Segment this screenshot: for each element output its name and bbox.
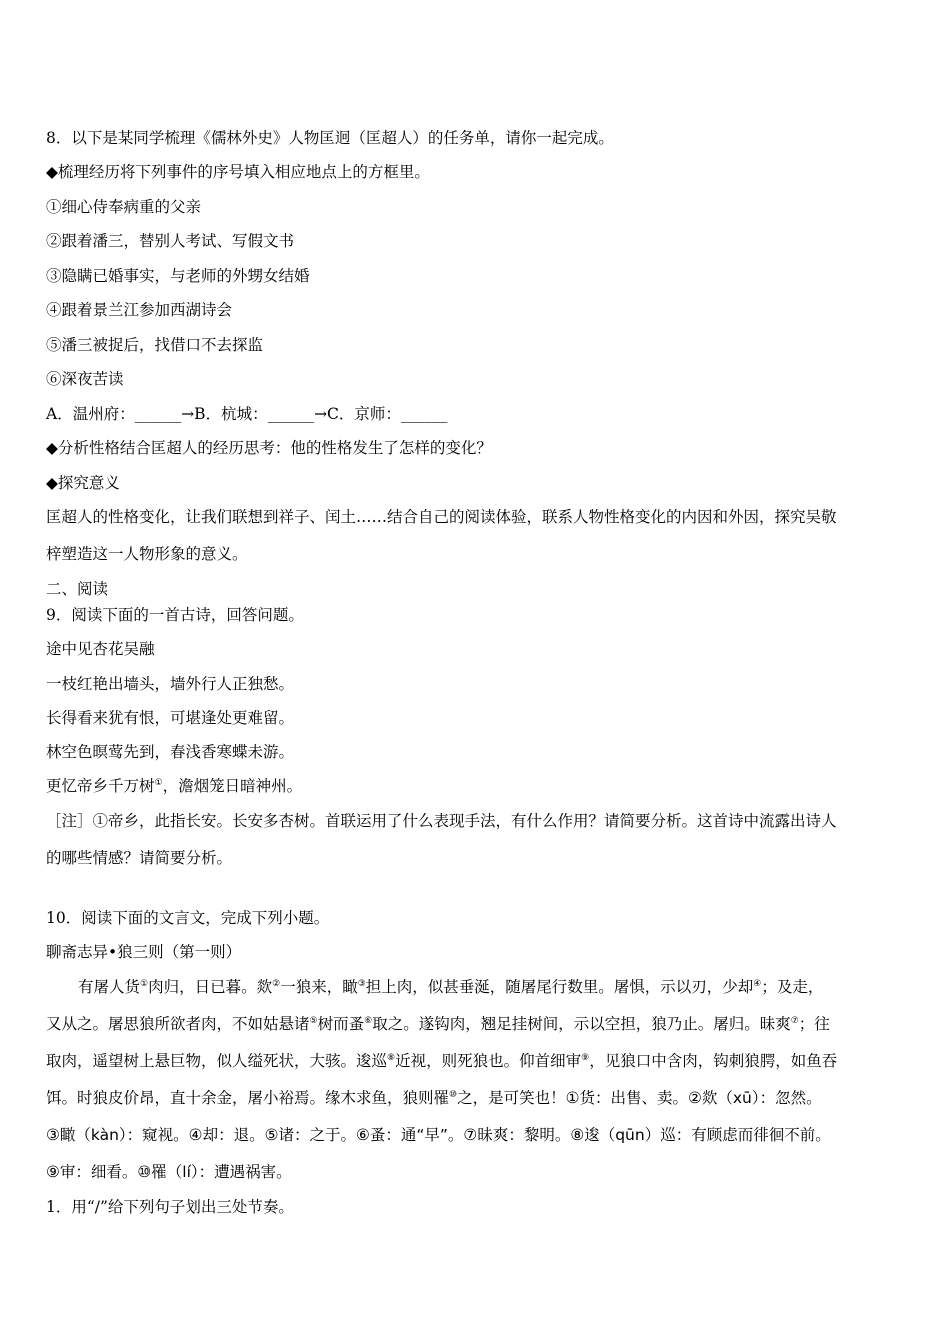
passage-line: 有屠人货①肉归，日已暮。欻②一狼来，瞰③担上肉，似甚垂涎，随屠尾行数里。屠惧，示以刃，少却④；及走， xyxy=(78,978,824,996)
poem-line: 林空色暝莺先到，春浅香寒蝶未游。 xyxy=(46,743,295,761)
q8-event: ⑤潘三被捉后，找借口不去探监 xyxy=(46,336,264,354)
q8-event: ⑥深夜苦读 xyxy=(46,370,124,388)
poem-line: 长得看来犹有恨，可堪逢处更难留。 xyxy=(46,709,295,727)
q10-subquestion: 1．用“/”给下列句子划出三处节奏。 xyxy=(46,1198,294,1216)
passage-note-line: ⑨审：细看。⑩罹（lí）：遭遇祸害。 xyxy=(46,1163,292,1181)
q9-note-line: 的哪些情感？请简要分析。 xyxy=(46,849,233,867)
q8-task-analyze: ◆分析性格结合匡超人的经历思考：他的性格发生了怎样的变化？ xyxy=(46,439,492,457)
passage-line: 又从之。屠思狼所欲者肉，不如姑悬诸⑤树而蚤⑥取之。遂钩肉，翘足挂树间，示以空担，狼乃止。屠归。昧爽⑦；往 xyxy=(46,1015,830,1033)
q8-title: 8．以下是某同学梳理《儒林外史》人物匡迥（匡超人）的任务单，请你一起完成。 xyxy=(46,129,614,147)
q8-event: ④跟着景兰江参加西湖诗会 xyxy=(46,301,233,319)
section-heading: 二、阅读 xyxy=(46,580,109,598)
poem-line: 一枝红艳出墙头，墙外行人正独愁。 xyxy=(46,675,295,693)
q8-meaning-line: 梓塑造这一人物形象的意义。 xyxy=(46,545,248,563)
passage-note-line: ③瞰（kàn）：窥视。④却：退。⑤诸：之于。⑥蚤：通“早”。⑦昧爽：黎明。⑧逡（qūn）巡：有顾虑而徘徊不前。 xyxy=(46,1126,831,1144)
q8-meaning-line: 匡超人的性格变化，让我们联想到祥子、闰土……结合自己的阅读体验，联系人物性格变化的内因和外因，探究吴敬 xyxy=(46,508,837,526)
q8-task-explore: ◆探究意义 xyxy=(46,474,120,492)
q8-task-sort: ◆梳理经历将下列事件的序号填入相应地点上的方框里。 xyxy=(46,163,430,181)
poem-title: 途中见杏花吴融 xyxy=(46,640,155,658)
passage-line: 取肉，遥望树上悬巨物，似人缢死状，大骇。逡巡⑧近视，则死狼也。仰首细审⑨，见狼口中含肉，钩刺狼腭，如鱼吞 xyxy=(46,1052,838,1070)
q8-route: A．温州府：______→B．杭城：______→C．京师：______ xyxy=(46,405,448,423)
poem-line: 更忆帝乡千万树①，澹烟笼日暗神州。 xyxy=(46,777,303,795)
q8-event: ①细心侍奉病重的父亲 xyxy=(46,198,202,216)
q8-event: ③隐瞒已婚事实，与老师的外甥女结婚 xyxy=(46,267,310,285)
q9-note-line: ［注］①帝乡，此指长安。长安多杏树。首联运用了什么表现手法，有什么作用？请简要分析。这首诗中流露出诗人 xyxy=(46,812,837,830)
passage-line: 饵。时狼皮价昂，直十余金，屠小裕焉。缘木求鱼，狼则罹⑩之，是可笑也！①货：出售、卖。②欻（xū）：忽然。 xyxy=(46,1089,822,1107)
q10-title: 10．阅读下面的文言文，完成下列小题。 xyxy=(46,909,330,927)
q8-event: ②跟着潘三，替别人考试、写假文书 xyxy=(46,232,295,250)
q9-title: 9．阅读下面的一首古诗，回答问题。 xyxy=(46,606,304,624)
text-title: 聊斋志异•狼三则（第一则） xyxy=(46,943,242,961)
